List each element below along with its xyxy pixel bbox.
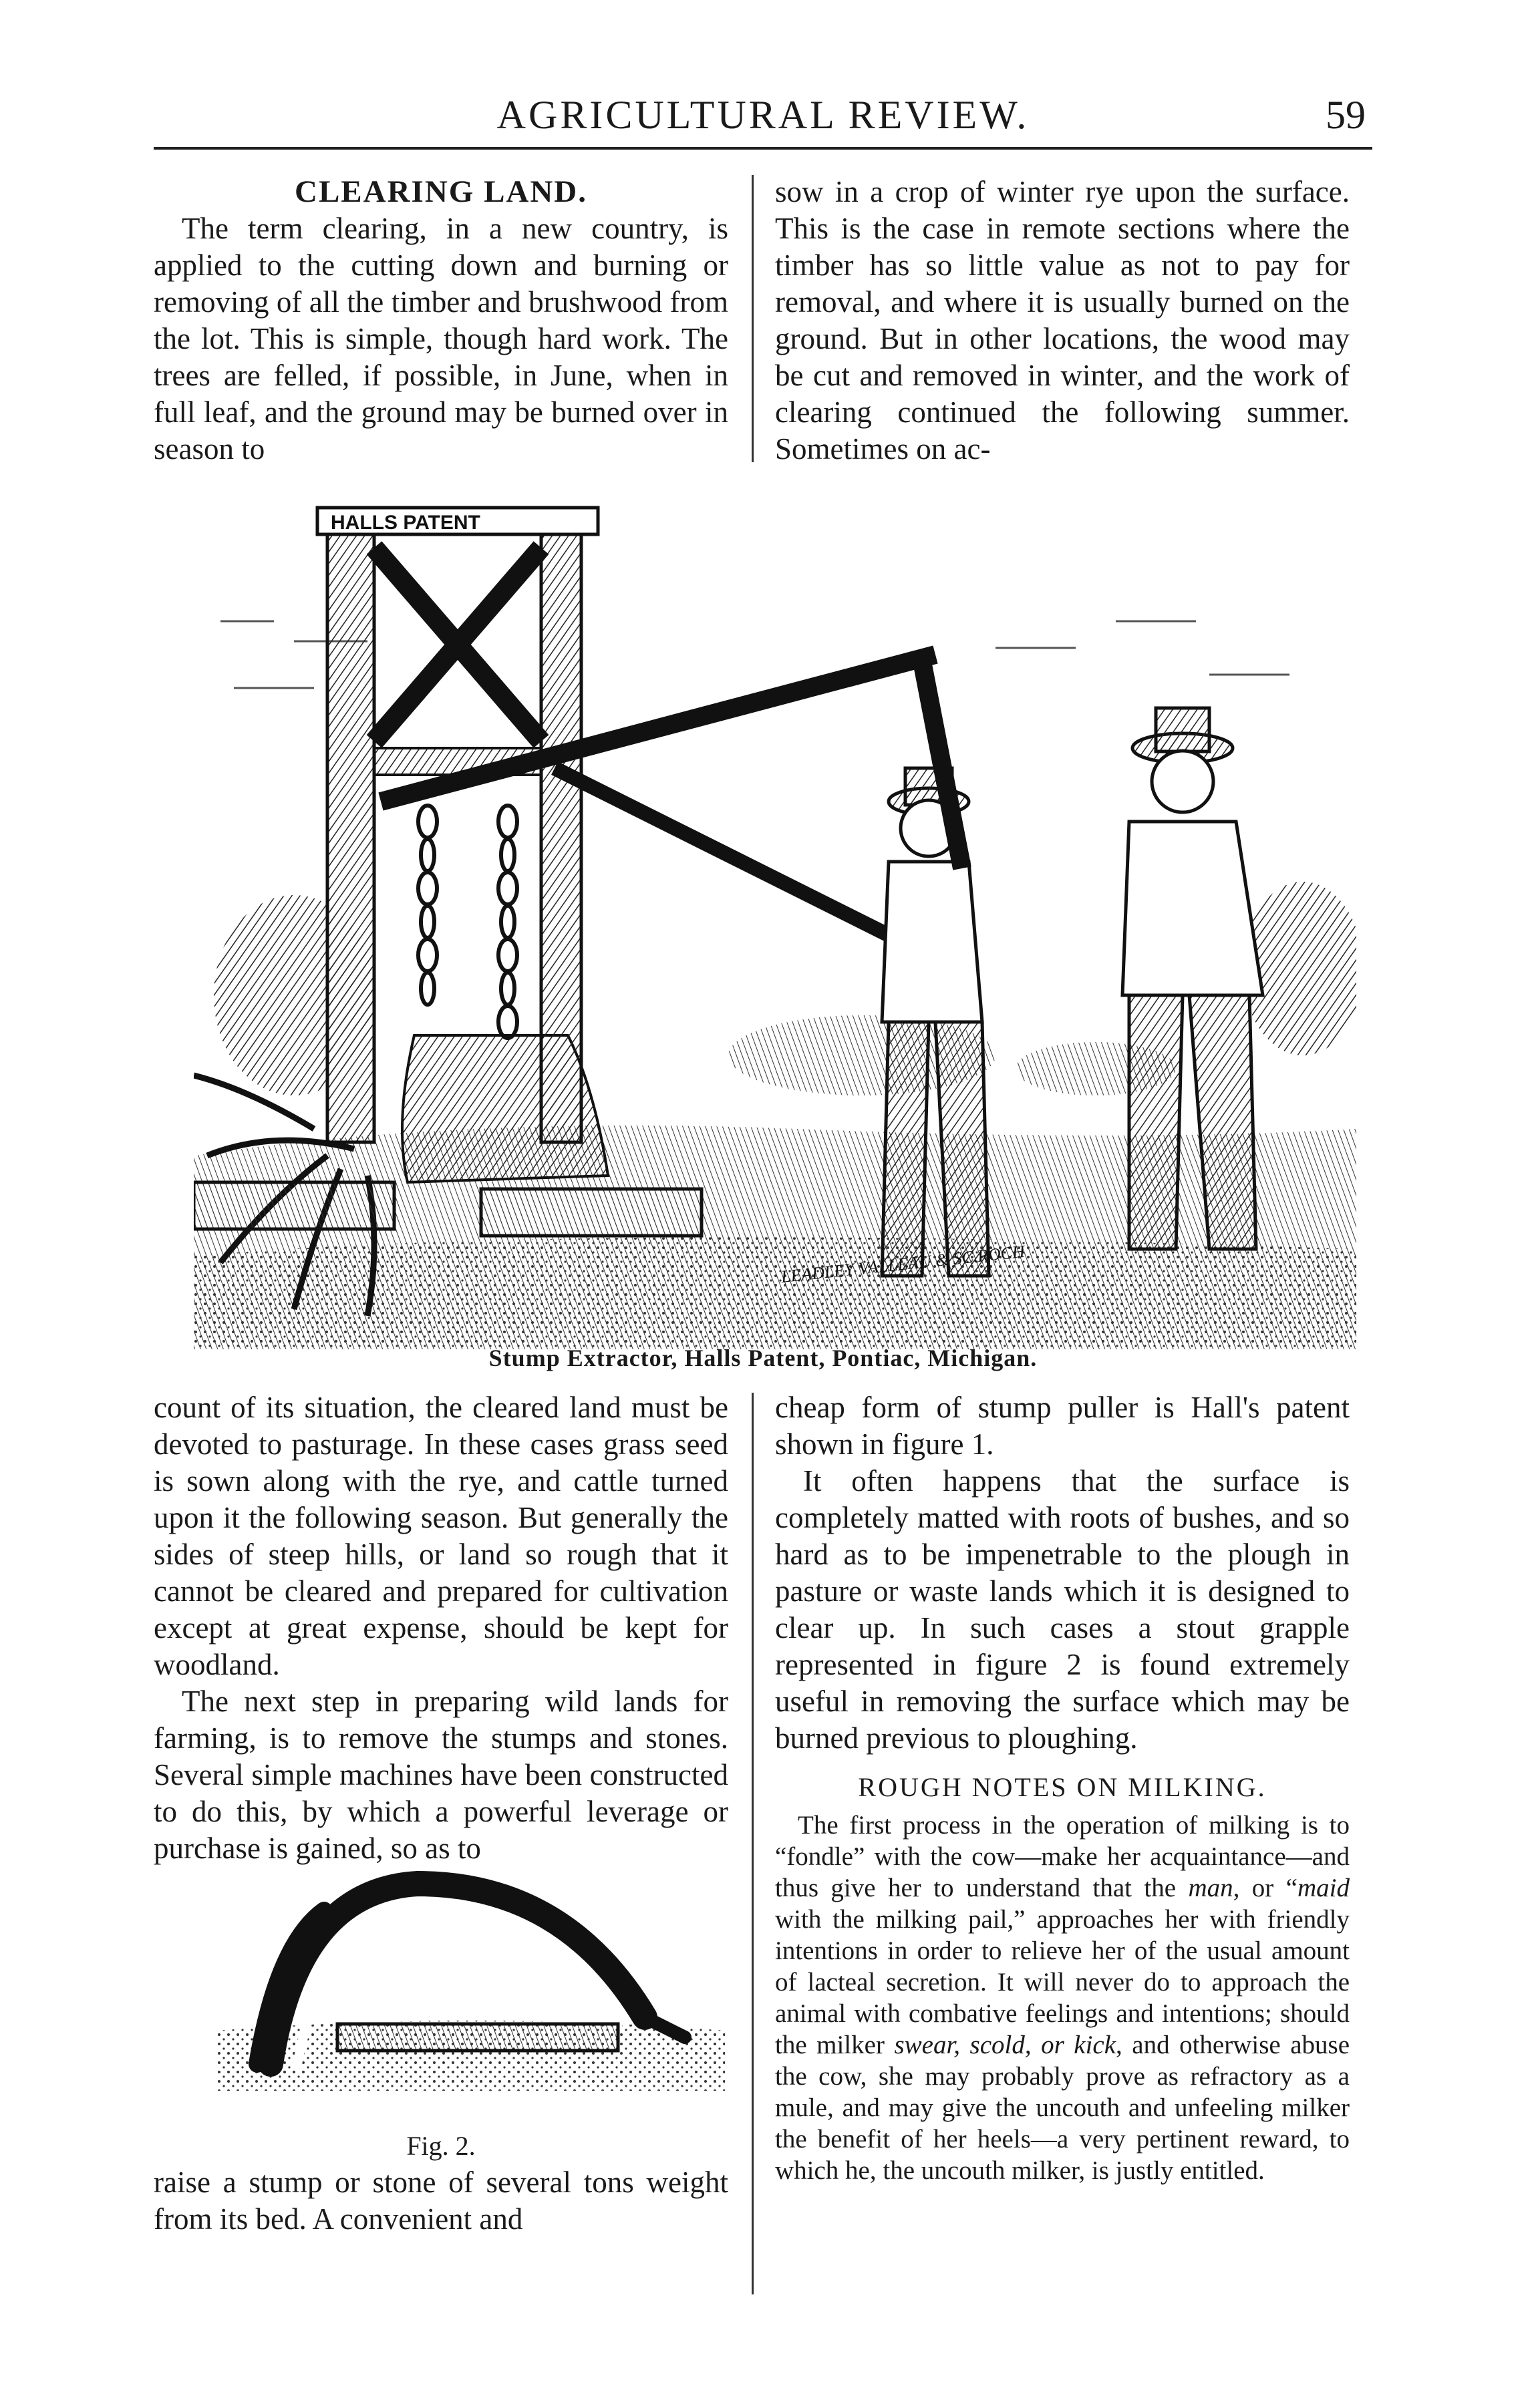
paragraph: cheap form of stump puller is Hall's patent shown in figure 1. (775, 1391, 1350, 1461)
running-head (154, 79, 1372, 139)
halls-patent-sign: HALLS PATENT (331, 512, 480, 534)
paragraph: It often happens that the surface is completely matted with roots of bushes, and so hard as to be impenetrable to the plough in pasture or waste lands which it is designed to clear up. In such cases a stout grapple represented in figure 2 is found extremely useful in removing the surface which may be burned previous to ploughing. (775, 1464, 1350, 1755)
paragraph: The term clearing, in a new country, is applied to the cutting down and burning or removing of all the timber and brushwood from the lot. This is simple, though hard work. The trees are felled, if possible, in June, when in full leaf, and the ground may be burned over in season to (154, 212, 728, 466)
paragraph: The first process in the operation of milking is to “fondle” with the cow—make her acquaintance—and thus give her to understand that the man, or “maid with the milking pail,” approaches her with friendly intentions in order to relieve her of the usual amount of lacteal secretion. It will never do to approach the animal with combative feelings and intentions; should the milker swear, scold, or kick, and otherwise abuse the cow, she may probably prove as refractory as a mule, and may give the uncouth and unfeeling milker the benefit of her heels—a very pertinent reward, to which he, the uncouth milker, is justly entitled. (775, 1811, 1350, 2185)
milking-text (775, 1810, 1350, 2186)
page-number: 59 (1326, 93, 1366, 137)
engraver-signature: LEADLEY VALLEAU & SC.ROCH (780, 1241, 1026, 1286)
paragraph: raise a stump or stone of several tons weight from its bed. A convenient and (154, 2166, 728, 2236)
left-column-bottom (154, 1389, 728, 2238)
stump-extractor-illustration (194, 488, 1356, 1349)
header-rule (154, 147, 1372, 150)
paragraph: The next step in preparing wild lands for farming, is to remove the stumps and stones. Several simple machines have been constructed to do this, by which a powerful leverage or purchase is gained, so as to (154, 1685, 728, 1865)
column-divider (752, 1393, 754, 2294)
paragraph: count of its situation, the cleared land must be devoted to pasturage. In these cases grass seed is sown along with the rye, and cattle turned upon it the following season. But generally the sides of steep hills, or land so rough that it cannot be cleared and prepared for cultivation except at great expense, should be kept for woodland. (154, 1391, 728, 1681)
figure2-caption: Fig. 2. (406, 2131, 476, 2161)
left-column-top (154, 174, 728, 468)
running-title: AGRICULTURAL REVIEW. (496, 93, 1030, 137)
right-column-top (775, 174, 1350, 468)
article-heading-milking: ROUGH NOTES ON MILKING. (858, 1772, 1267, 1802)
paragraph: sow in a crop of winter rye upon the surface. This is the case in remote sections where the timber has so little value as not to pay for removal, and where it is usually burned on the ground. But in other locations, the wood may be cut and removed in winter, and the work of clearing continued the following summer. Sometimes on ac- (775, 175, 1350, 466)
right-column-bottom (775, 1389, 1350, 2186)
figure1-caption: Stump Extractor, Halls Patent, Pontiac, Michigan. (488, 1345, 1038, 1371)
grapple-illustration (217, 1864, 725, 2091)
article-heading-clearing-land: CLEARING LAND. (295, 174, 587, 209)
column-divider (752, 175, 754, 462)
